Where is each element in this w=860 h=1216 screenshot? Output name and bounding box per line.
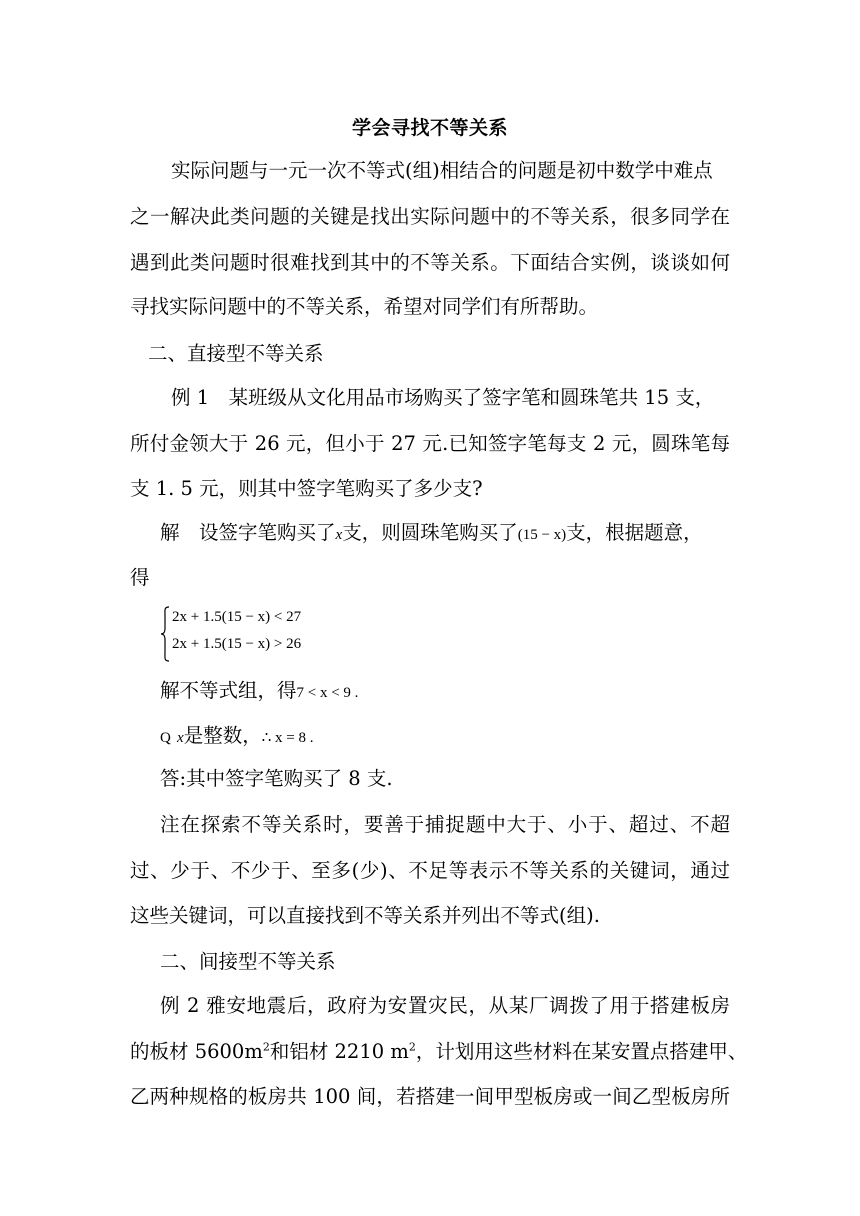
example-text: ，计划用这些材料在某安置点搭建甲、 xyxy=(415,1040,748,1063)
integer-text: 是整数， xyxy=(183,724,262,747)
paragraph-line: 遇到此类问题时很难找到其中的不等关系。下面结合实例，谈谈如何 xyxy=(130,251,730,274)
example-text: 的板材 5600m xyxy=(130,1040,263,1063)
note-line: 这些关键词，可以直接找到不等关系并列出不等式(组). xyxy=(130,904,600,927)
paragraph-line: 之一解决此类问题的关键是找出实际问题中的不等关系，很多同学在 xyxy=(130,205,730,228)
inequality-system xyxy=(160,606,360,662)
paragraph-line: 寻找实际问题中的不等关系，希望对同学们有所帮助。 xyxy=(130,295,599,318)
integer-line xyxy=(160,721,730,753)
solution-text: 支，根据题意， xyxy=(566,521,703,544)
solution-text: 支，则圆珠笔购买了 xyxy=(342,521,518,544)
solution-text: 解 设签字笔购买了 xyxy=(160,521,336,544)
example-line: 支 1. 5 元，则其中签字笔购买了多少支? xyxy=(130,477,483,500)
example-line: 例 1 某班级从文化用品市场购买了签字笔和圆珠笔共 15 支， xyxy=(171,386,715,409)
expression: (15 − x) xyxy=(517,527,567,543)
example-text: 和铝材 2210 m xyxy=(269,1040,409,1063)
because-symbol: Q xyxy=(160,730,171,746)
solve-line xyxy=(160,676,730,708)
example-line xyxy=(130,1037,748,1067)
therefore-expression: ∴ x = 8 . xyxy=(261,730,314,746)
note-line: 过、少于、不少于、至多(少)、不足等表示不等关系的关键词，通过 xyxy=(130,859,730,882)
example-line: 例 2 雅安地震后，政府为安置灾民，从某厂调拨了用于搭建板房 xyxy=(160,994,730,1017)
solution-line xyxy=(160,518,730,550)
inequality-row: 2x + 1.5(15 − x) > 26 xyxy=(172,636,302,652)
variable-x: x xyxy=(335,527,343,543)
section-heading: 二、直接型不等关系 xyxy=(148,342,324,365)
brace-icon xyxy=(160,606,170,662)
paragraph-line: 实际问题与一元一次不等式(组)相结合的问题是初中数学中难点 xyxy=(171,159,713,182)
solution-line: 得 xyxy=(130,566,150,589)
example-line: 所付金领大于 26 元，但小于 27 元.已知签字笔每支 2 元，圆珠笔每 xyxy=(130,432,730,455)
section-heading: 二、间接型不等关系 xyxy=(160,950,336,973)
superscript: 2 xyxy=(262,1040,270,1054)
note-line: 注在探索不等关系时，要善于捕捉题中大于、小于、超过、不超 xyxy=(160,813,730,836)
answer-line: 答:其中签字笔购买了 8 支. xyxy=(160,767,393,790)
solve-text: 解不等式组，得 xyxy=(160,679,297,702)
page-title: 学会寻找不等关系 xyxy=(351,117,508,139)
superscript: 2 xyxy=(408,1040,416,1054)
example-line: 乙两种规格的板房共 100 间，若搭建一间甲型板房或一间乙型板房所 xyxy=(130,1085,730,1108)
solve-expression: 7 < x < 9 . xyxy=(296,685,359,701)
variable-x: x xyxy=(177,730,184,746)
inequality-row: 2x + 1.5(15 − x) < 27 xyxy=(172,609,302,625)
